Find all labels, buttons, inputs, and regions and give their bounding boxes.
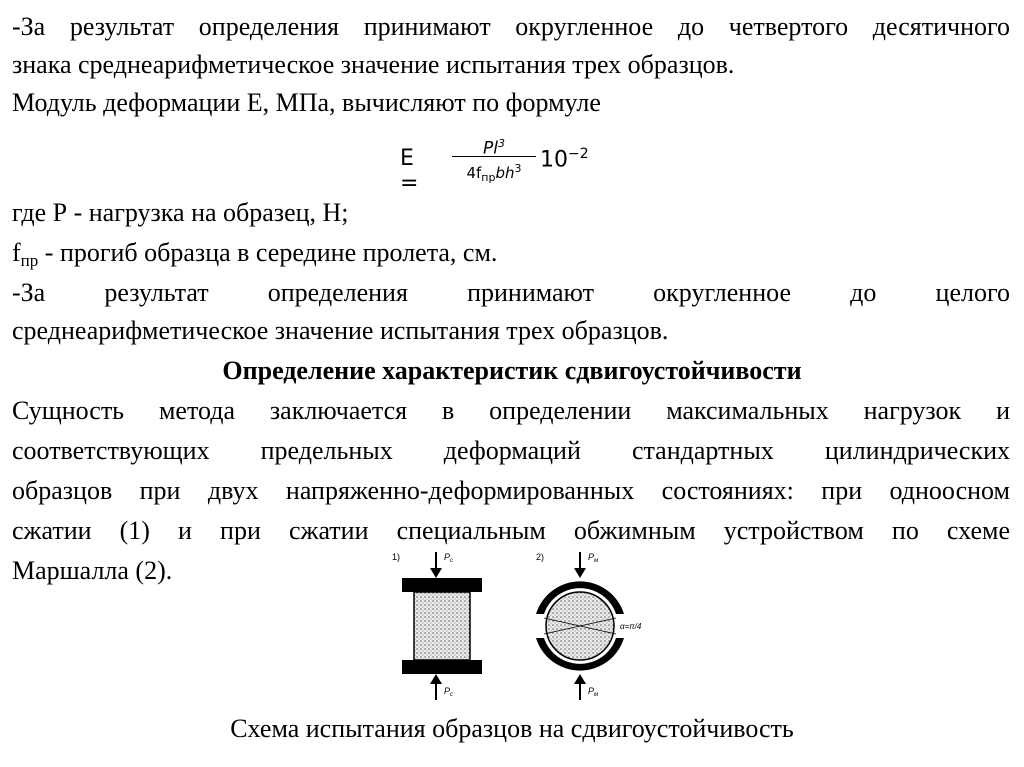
top-loading-plate (402, 578, 482, 592)
bottom-load-label-1: $P_c$ (444, 686, 454, 698)
figure-caption: Схема испытания образцов на сдвигоустойчивость (230, 714, 794, 743)
test-scheme-figure (380, 548, 670, 708)
scheme-1-label: 1) (392, 552, 401, 562)
section-body-line-3: образцов при двух напряженно-деформированных состояниях: при одноосном (12, 476, 1010, 505)
top-load-arrowhead-2 (574, 568, 586, 578)
bottom-loading-plate (402, 660, 482, 674)
top-load-arrowhead (430, 568, 442, 578)
angle-label: α=π/4 (620, 622, 642, 631)
cylindrical-sample-1 (414, 592, 470, 660)
formula-fraction (452, 132, 536, 190)
formula-factor: $10^{-2}$ (540, 146, 589, 173)
paragraph-5-line-1: -За результат определения принимают округленное до целого (12, 278, 1010, 307)
paragraph-3: где Р - нагрузка на образец, Н; (12, 198, 349, 227)
paragraph-5-line-2: среднеарифметическое значение испытания трех образцов. (12, 316, 669, 345)
paragraph-1-line-1: -За результат определения принимают округленное до четвертого десятичного (12, 12, 1010, 41)
section-body-line-1: Сущность метода заключается в определении максимальных нагрузок и (12, 396, 1010, 425)
formula-numerator: Pl$^3$ (483, 137, 505, 159)
top-load-label-1: $P_c$ (444, 552, 454, 564)
paragraph-1-line-2: знака среднеарифметическое значение испытания трех образцов. (12, 50, 735, 79)
formula-lhs: E = (400, 146, 419, 196)
section-heading: Определение характеристик сдвигоустойчивости (222, 356, 802, 385)
top-load-label-2: $P_м$ (588, 552, 599, 564)
bottom-load-label-2: $P_м$ (588, 686, 599, 698)
marshall-compression-scheme (536, 552, 642, 700)
scheme-2-label: 2) (536, 552, 545, 562)
section-body-line-4: сжатии (1) и при сжатии специальным обжимным устройством по схеме (12, 516, 1010, 545)
paragraph-4: $f_{пр}$ - прогиб образца в середине пролета, см. (12, 238, 498, 270)
formula-denominator: $4f_{пр}bh^3$ (466, 162, 522, 184)
section-body-line-2: соответствующих предельных деформаций стандартных цилиндрических (12, 436, 1010, 465)
uniaxial-compression-scheme (392, 552, 482, 700)
section-body-line-5: Маршалла (2). (12, 556, 173, 585)
paragraph-2: Модуль деформации Е, МПа, вычисляют по формуле (12, 88, 601, 117)
